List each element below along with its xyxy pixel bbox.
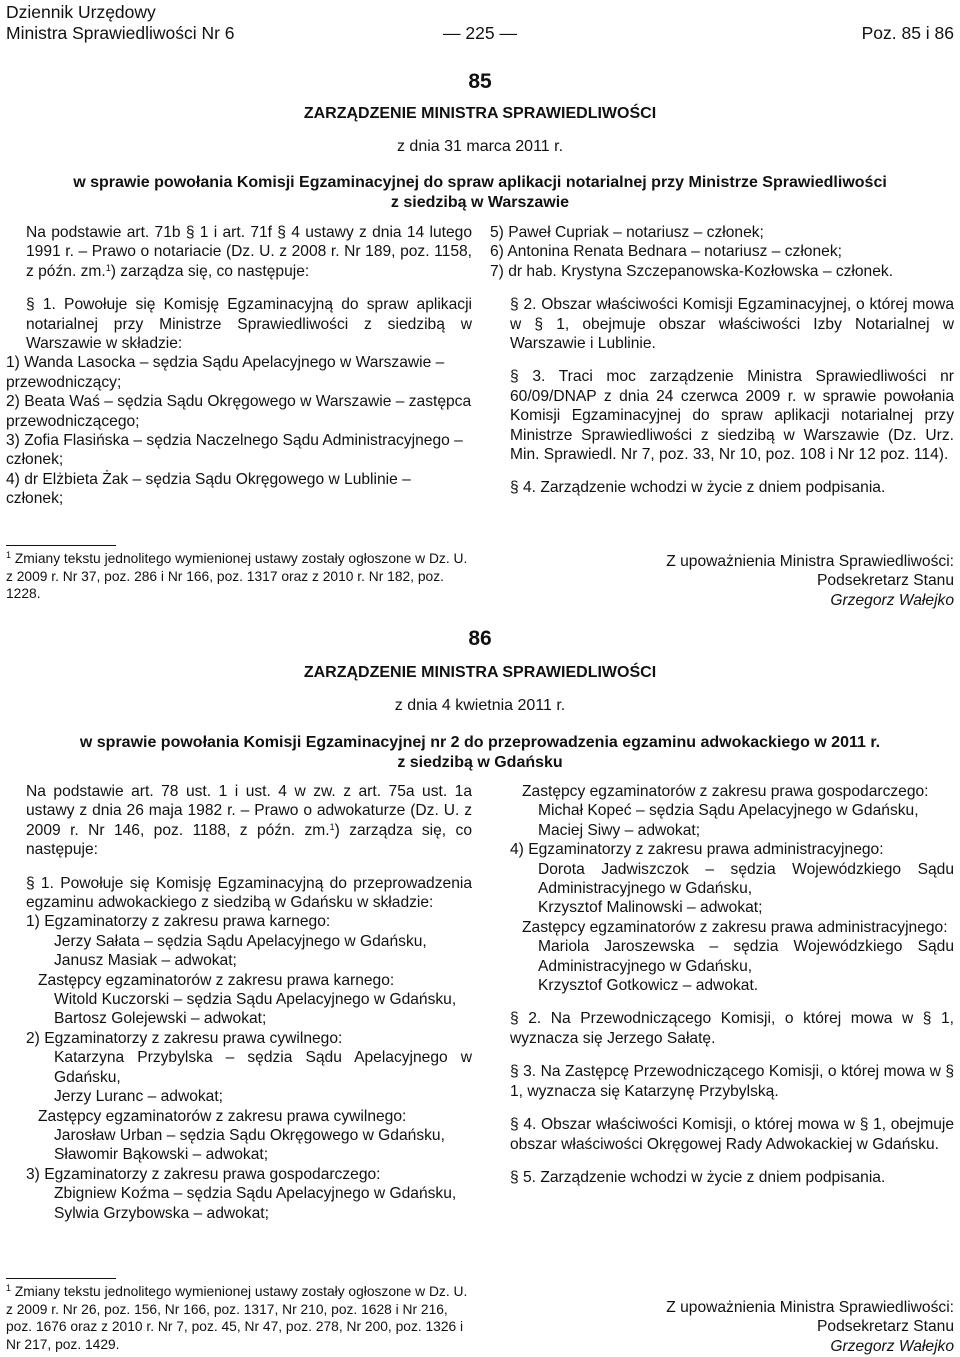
- paragraph-3: § 3. Traci moc zarządzenie Ministra Sprawiedliwości nr 60/09/DNAP z dnia 24 czerwca 2009 r. w sprawie powołania Komisji Egzaminacyjnej do spraw aplikacji notarialnej przy Ministrze Sprawiedliwości z siedzibą w Warszawie (Dz. Urz. Min. Sprawiedl. Nr 7, poz. 33, Nr 10, poz. 108 i Nr 12 poz. 114).: [510, 368, 954, 464]
- member-item: Janusz Masiak – adwokat;: [54, 952, 237, 970]
- member-item: 7) dr hab. Krystyna Szczepanowska-Kozłowska – członek.: [490, 262, 894, 280]
- member-item: Witold Kuczorski – sędzia Sądu Apelacyjnego w Gdańsku,: [54, 991, 457, 1009]
- doc85-right-column: [490, 223, 954, 498]
- doc86-signature: [554, 1298, 954, 1356]
- doc86-footnote: $^1$ Zmiany tekstu jednolitego wymienionej ustawy zostały ogłoszone w Dz. U. z 2009 r. Nr 26, poz. 156, Nr 166, poz. 1317, Nr 210, poz. 1628 i Nr 216, poz. 1676 oraz z 2010 r. Nr 7, poz. 45, Nr 47, poz. 278, Nr 200, poz. 1326 i Nr 217, poz. 1429.: [6, 1278, 472, 1353]
- page-number: — 225 —: [443, 23, 517, 43]
- member-item: 3) Zofia Flasińska – sędzia Naczelnego Sądu Administracyjnego – członek;: [6, 432, 463, 469]
- doc-subject: [0, 733, 960, 773]
- deputy-heading: Zastępcy egzaminatorów z zakresu prawa administracyjnego:: [522, 918, 948, 936]
- journal-ministry: Ministra Sprawiedliwości Nr 6: [6, 23, 235, 43]
- footnote-text: Zmiany tekstu jednolitego wymienionej ustawy zostały ogłoszone w Dz. U. z 2009 r. Nr 26, poz. 156, Nr 166, poz. 1317, Nr 210, poz. 1628 i Nr 216, poz. 1676 oraz z 2010 r. Nr 7, poz. 45, Nr 47, poz. 278, Nr 200, poz. 1326 i Nr 217, poz. 1429.: [6, 1284, 468, 1352]
- member-item: 1) Wanda Lasocka – sędzia Sądu Apelacyjnego w Warszawie – przewodniczący;: [6, 354, 445, 391]
- paragraph-1: § 1. Powołuje się Komisję Egzaminacyjną do spraw aplikacji notarialnej przy Ministrze Sprawiedliwości z siedzibą w Warszawie w składzie:: [26, 296, 472, 353]
- member-item: Sylwia Grzybowska – adwokat;: [54, 1204, 269, 1222]
- paragraph-4: § 4. Obszar właściwości Komisji, o której mowa w § 1, obejmuje obszar właściwości Okręgowej Rady Adwokackiej w Gdańsku.: [510, 1116, 954, 1153]
- doc86-right-column: [490, 782, 954, 1187]
- signature-title: Podsekretarz Stanu: [817, 1318, 954, 1336]
- member-item: Sławomir Bąkowski – adwokat;: [54, 1146, 269, 1164]
- paragraph-2: § 2. Na Przewodniczącego Komisji, o której mowa w § 1, wyznacza się Jerzego Sałatę.: [510, 1010, 954, 1047]
- member-item: Jarosław Urban – sędzia Sądu Okręgowego w Gdańsku,: [54, 1126, 445, 1144]
- group-heading: 2) Egzaminatorzy z zakresu prawa cywilnego:: [26, 1029, 343, 1047]
- doc-subject-line: w sprawie powołania Komisji Egzaminacyjnej nr 2 do przeprowadzenia egzaminu adwokackiego w 2011 r.: [79, 734, 881, 751]
- doc85-left-column: [6, 223, 472, 509]
- positions-label: Poz. 85 i 86: [861, 23, 954, 43]
- member-item: Jerzy Sałata – sędzia Sądu Apelacyjnego w Gdańsku,: [54, 932, 427, 950]
- doc-date: z dnia 31 marca 2011 r.: [396, 138, 564, 155]
- deputy-heading: Zastępcy egzaminatorów z zakresu prawa karnego:: [38, 971, 395, 989]
- group-heading: 3) Egzaminatorzy z zakresu prawa gospodarczego:: [26, 1165, 381, 1183]
- member-item: 5) Paweł Cupriak – notariusz – członek;: [490, 224, 764, 241]
- member-item: 4) dr Elżbieta Żak – sędzia Sądu Okręgowego w Lublinie – członek;: [6, 470, 411, 508]
- doc85-signature: [554, 552, 954, 610]
- member-item: Krzysztof Malinowski – adwokat;: [538, 899, 763, 917]
- signature-title: Podsekretarz Stanu: [817, 572, 954, 590]
- doc-title: ZARZĄDZENIE MINISTRA SPRAWIEDLIWOŚCI: [303, 664, 657, 681]
- doc-subject-line: w sprawie powołania Komisji Egzaminacyjnej do spraw aplikacji notarialnej przy Ministrze Sprawiedliwości: [73, 174, 887, 191]
- group-heading: 1) Egzaminatorzy z zakresu prawa karnego:: [26, 913, 331, 931]
- member-item: 6) Antonina Renata Bednara – notariusz – członek;: [490, 243, 842, 261]
- member-item: Katarzyna Przybylska – sędzia Sądu Apelacyjnego w Gdańsku,: [54, 1049, 472, 1086]
- member-item: Zbigniew Koźma – sędzia Sądu Apelacyjnego w Gdańsku,: [54, 1185, 457, 1203]
- member-item: Dorota Jadwiszczok – sędzia Wojewódzkiego Sądu Administracyjnego w Gdańsku,: [538, 860, 954, 898]
- doc-number: 86: [468, 627, 492, 650]
- legal-basis: Na podstawie art. 71b § 1 i art. 71f § 4 ustawy z dnia 14 lutego 1991 r. – Prawo o notariacie (Dz. U. z 2008 r. Nr 189, poz. 1158, z późn. zm.$^1$) zarządza się, co następuje:: [26, 224, 472, 280]
- group-heading: 4) Egzaminatorzy z zakresu prawa administracyjnego:: [510, 841, 884, 859]
- signature-name: Grzegorz Wałejko: [830, 1337, 954, 1355]
- doc-title: ZARZĄDZENIE MINISTRA SPRAWIEDLIWOŚCI: [303, 105, 657, 122]
- doc86-left-column: [6, 782, 472, 1223]
- doc-number: 85: [468, 70, 492, 93]
- paragraph-2: § 2. Obszar właściwości Komisji Egzaminacyjnej, o której mowa w § 1, obejmuje obszar właściwości Izby Notarialnej w Warszawie i Lublinie.: [510, 296, 954, 353]
- doc-date: z dnia 4 kwietnia 2011 r.: [394, 697, 566, 714]
- member-item: Mariola Jaroszewska – sędzia Wojewódzkiego Sądu Administracyjnego w Gdańsku,: [538, 938, 954, 975]
- member-item: 2) Beata Waś – sędzia Sądu Okręgowego w Warszawie – zastępca przewodniczącego;: [6, 393, 472, 430]
- member-item: Michał Kopeć – sędzia Sądu Apelacyjnego w Gdańsku,: [538, 802, 919, 820]
- footnote-rule: [6, 1278, 116, 1279]
- member-item: Jerzy Luranc – adwokat;: [54, 1088, 224, 1106]
- signature-name: Grzegorz Wałejko: [830, 591, 954, 609]
- signature-authority: Z upoważnienia Ministra Sprawiedliwości:: [666, 553, 954, 570]
- deputy-heading: Zastępcy egzaminatorów z zakresu prawa gospodarczego:: [522, 783, 929, 800]
- deputy-heading: Zastępcy egzaminatorów z zakresu prawa cywilnego:: [38, 1107, 407, 1125]
- footnote-rule: [6, 545, 116, 546]
- member-item: Maciej Siwy – adwokat;: [538, 821, 701, 839]
- journal-name: Dziennik Urzędowy: [6, 2, 156, 22]
- doc-subject: [0, 173, 960, 213]
- doc85-footnote: $^1$ Zmiany tekstu jednolitego wymienionej ustawy zostały ogłoszone w Dz. U. z 2009 r. Nr 37, poz. 286 i Nr 166, poz. 1317 oraz z 2010 r. Nr 182, poz. 1228.: [6, 545, 472, 603]
- doc-subject-seat: z siedzibą w Gdańsku: [397, 754, 563, 771]
- member-item: Krzysztof Gotkowicz – adwokat.: [538, 977, 759, 995]
- paragraph-3: § 3. Na Zastępcę Przewodniczącego Komisji, o której mowa w § 1, wyznacza się Katarzynę Przybylską.: [510, 1063, 954, 1100]
- footnote-text: Zmiany tekstu jednolitego wymienionej ustawy zostały ogłoszone w Dz. U. z 2009 r. Nr 37, poz. 286 i Nr 166, poz. 1317 oraz z 2010 r. Nr 182, poz. 1228.: [6, 551, 468, 601]
- legal-basis: Na podstawie art. 78 ust. 1 i ust. 4 w zw. z art. 75a ust. 1a ustawy z dnia 26 maja 1982 r. – Prawo o adwokaturze (Dz. U. z 2009 r. Nr 146, poz. 1188, z późn. zm.$^1$) zarządza się, co następuje:: [26, 783, 472, 859]
- paragraph-1: § 1. Powołuje się Komisję Egzaminacyjną do przeprowadzenia egzaminu adwokackiego z siedzibą w Gdańsku w składzie:: [26, 874, 472, 912]
- signature-authority: Z upoważnienia Ministra Sprawiedliwości:: [666, 1299, 954, 1316]
- paragraph-4: § 4. Zarządzenie wchodzi w życie z dniem podpisania.: [510, 479, 886, 497]
- member-item: Bartosz Golejewski – adwokat;: [54, 1010, 267, 1028]
- doc-subject-seat: z siedzibą w Warszawie: [390, 194, 570, 211]
- paragraph-5: § 5. Zarządzenie wchodzi w życie z dniem podpisania.: [510, 1168, 886, 1186]
- journal-header: [6, 2, 235, 44]
